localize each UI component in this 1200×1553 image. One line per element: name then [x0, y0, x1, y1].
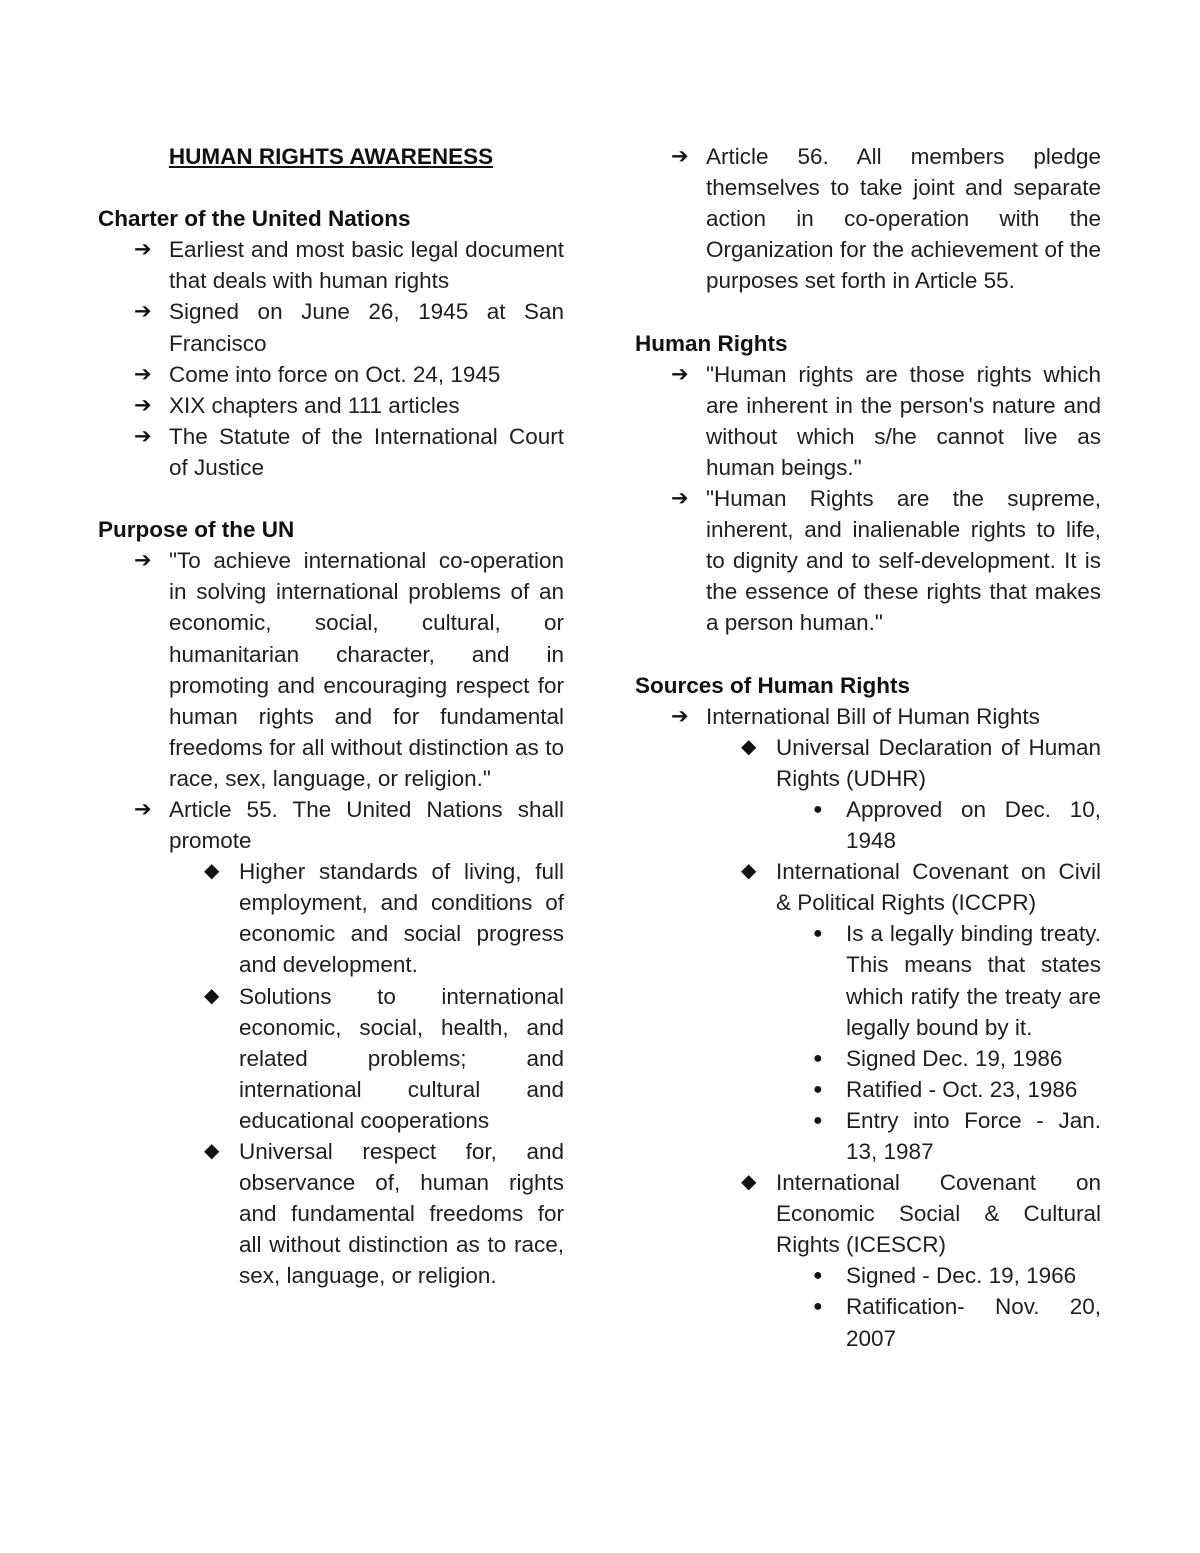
article-55-text: Article 55. The United Nations shall promote — [169, 796, 564, 854]
iccpr-detail-text: Is a legally binding treaty. This means that states which ratify the treaty are legally bound by it. — [846, 921, 1101, 1040]
charter-item-text: The Statute of the International Court of Justice — [169, 423, 564, 480]
charter-item-text: Signed on June 26, 1945 at San Francisco — [169, 299, 564, 356]
iccpr-item — [635, 856, 1101, 918]
diamond-bullet-icon: ◆ — [741, 735, 757, 758]
charter-item — [98, 421, 564, 483]
arrow-bullet-icon: ➔ — [134, 300, 152, 324]
article-56-item — [635, 141, 1101, 296]
iccpr-detail — [635, 1074, 1101, 1105]
article-55-subitem-text: Solutions to international economic, social, health, and related problems; and international cultural and educational cooperations — [239, 983, 564, 1133]
spacer — [635, 639, 1101, 670]
human-rights-heading: Human Rights — [635, 330, 788, 356]
article-55-subitem-text: Universal respect for, and observance of, human rights and fundamental freedoms for all without distinction as to race, sex, language, or religion. — [239, 1139, 564, 1289]
purpose-heading: Purpose of the UN — [98, 517, 295, 543]
spacer — [98, 172, 564, 203]
purpose-quote-text: "To achieve international co-operation in solving international problems of an economic, social, cultural, or humanitarian character, and in promoting and encouraging respect for human rights and for fundamental freedoms for all without distinction as to race, sex, language, or religion." — [169, 548, 564, 791]
icescr-detail-text: Signed - Dec. 19, 1966 — [846, 1263, 1077, 1289]
icescr-detail — [635, 1291, 1101, 1353]
udhr-item — [635, 732, 1101, 794]
charter-list — [98, 234, 564, 483]
diamond-bullet-icon: ◆ — [204, 860, 220, 883]
article-55-subitem-text: Higher standards of living, full employment, and conditions of economic and social progress and development. — [239, 859, 564, 978]
spacer — [98, 483, 564, 514]
arrow-bullet-icon: ➔ — [134, 797, 152, 821]
sources-heading: Sources of Human Rights — [635, 672, 911, 698]
dot-bullet-icon: ● — [813, 800, 823, 818]
spacer — [635, 296, 1101, 327]
arrow-bullet-icon: ➔ — [671, 362, 689, 386]
icescr-detail-text: Ratification- Nov. 20, 2007 — [846, 1294, 1101, 1351]
human-rights-item — [635, 359, 1101, 483]
document-title: HUMAN RIGHTS AWARENESS — [168, 144, 494, 169]
purpose-list — [98, 545, 564, 1291]
iccpr-detail — [635, 918, 1101, 1042]
article-55-subitem — [98, 1136, 564, 1291]
iccpr-detail — [635, 1043, 1101, 1074]
arrow-bullet-icon: ➔ — [134, 424, 152, 448]
dot-bullet-icon: ● — [813, 1111, 823, 1129]
arrow-bullet-icon: ➔ — [134, 549, 152, 573]
arrow-bullet-icon: ➔ — [671, 487, 689, 511]
icescr-text: International Covenant on Economic Social & Cultural Rights (ICESCR) — [776, 1170, 1101, 1258]
udhr-detail-text: Approved on Dec. 10, 1948 — [846, 796, 1101, 854]
arrow-bullet-icon: ➔ — [671, 145, 689, 168]
purpose-quote-item — [98, 545, 564, 794]
charter-item-text: Earliest and most basic legal document that deals with human rights — [169, 237, 564, 294]
dot-bullet-icon: ● — [813, 1298, 823, 1316]
dot-bullet-icon: ● — [813, 925, 823, 943]
sources-list — [635, 701, 1101, 1354]
human-rights-item-text: "Human Rights are the supreme, inherent, and inalienable rights to life, to dignity and to self-development. It is the essence of these rights that makes a person human." — [706, 486, 1101, 636]
diamond-bullet-icon: ◆ — [741, 860, 757, 883]
article-56-list — [635, 141, 1101, 296]
arrow-bullet-icon: ➔ — [671, 704, 689, 728]
bill-of-rights-item — [635, 701, 1101, 732]
charter-item — [98, 359, 564, 390]
article-55-subitem — [98, 856, 564, 980]
article-55-item — [98, 794, 564, 856]
icescr-item — [635, 1167, 1101, 1260]
dot-bullet-icon: ● — [813, 1267, 823, 1285]
diamond-bullet-icon: ◆ — [204, 1140, 220, 1162]
udhr-detail — [635, 794, 1101, 856]
udhr-text: Universal Declaration of Human Rights (UDHR) — [776, 734, 1101, 791]
human-rights-list — [635, 359, 1101, 639]
human-rights-item-text: "Human rights are those rights which are inherent in the person's nature and without which s/he cannot live as human beings." — [706, 361, 1101, 480]
charter-item — [98, 390, 564, 421]
icescr-detail — [635, 1260, 1101, 1291]
article-55-subitem — [98, 981, 564, 1136]
charter-item — [98, 234, 564, 296]
diamond-bullet-icon: ◆ — [741, 1171, 757, 1194]
iccpr-text: International Covenant on Civil & Political Rights (ICCPR) — [776, 859, 1101, 916]
left-column — [98, 141, 564, 1291]
arrow-bullet-icon: ➔ — [134, 238, 152, 262]
iccpr-detail-text: Entry into Force - Jan. 13, 1987 — [846, 1107, 1101, 1164]
diamond-bullet-icon: ◆ — [204, 984, 220, 1007]
dot-bullet-icon: ● — [813, 1049, 823, 1067]
charter-item-text: XIX chapters and 111 articles — [169, 392, 460, 418]
iccpr-detail-text: Signed Dec. 19, 1986 — [846, 1045, 1063, 1071]
charter-heading: Charter of the United Nations — [98, 206, 411, 232]
iccpr-detail-text: Ratified - Oct. 23, 1986 — [846, 1076, 1078, 1102]
human-rights-item — [635, 483, 1101, 638]
arrow-bullet-icon: ➔ — [134, 362, 152, 386]
iccpr-detail — [635, 1105, 1101, 1167]
charter-item-text: Come into force on Oct. 24, 1945 — [169, 361, 501, 387]
article-56-text: Article 56. All members pledge themselves to take joint and separate action in co-operation with the Organization for the achievement of the purposes set forth in Article 55. — [706, 144, 1101, 294]
bill-of-rights-text: International Bill of Human Rights — [706, 703, 1040, 729]
arrow-bullet-icon: ➔ — [134, 393, 152, 417]
dot-bullet-icon: ● — [813, 1080, 823, 1098]
right-column — [635, 141, 1101, 1354]
charter-item — [98, 296, 564, 358]
